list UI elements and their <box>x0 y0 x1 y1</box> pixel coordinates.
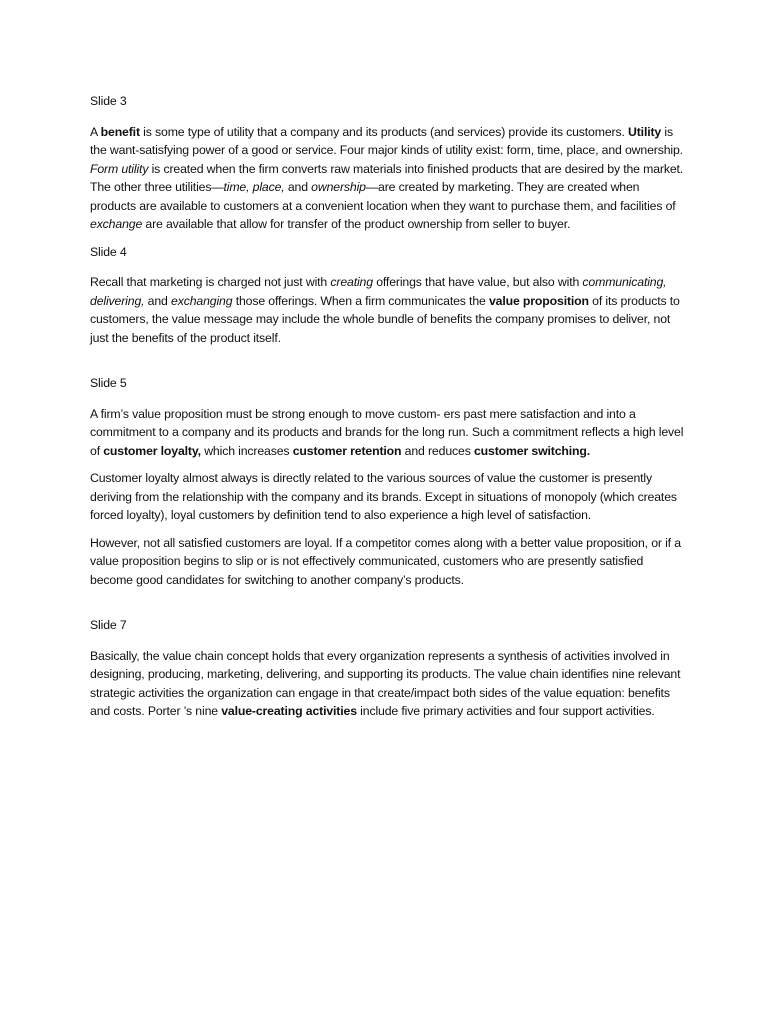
term-form-utility: Form utility <box>90 161 149 176</box>
term-exchange: exchange <box>90 217 143 231</box>
slide-3-heading: Slide 3 <box>90 94 127 108</box>
spacer <box>90 598 688 616</box>
slide-5-paragraph-2: Customer loyalty almost always is directly related to the various sources of value the customer is presently deriving from the relationship with the company and its brands. Except in situations of monopoly (which creates forced loyalty), loyal customers by definition tend to also experience a high level of satisfaction. <box>90 471 677 522</box>
slide-5-heading: Slide 5 <box>90 376 127 390</box>
text-run: —are created by marketing. They are created when products are available to customers at a convenient location when they want to purchase them, and facilities of <box>90 180 676 213</box>
term-customer-retention: customer retention <box>292 443 402 458</box>
term-communicating-delivering: communicating, delivering, <box>90 275 667 308</box>
text-run: offerings that have value, but also with <box>372 275 583 289</box>
text-run: those offerings. When a firm communicates the <box>232 293 489 308</box>
text-run: include five primary activities and four support activities. <box>356 704 655 718</box>
text-run: is the want-satisfying power of a good or service. Four major kinds of utility exist: form, time, place, and ownership. <box>90 124 683 157</box>
term-exchanging: exchanging <box>171 293 233 308</box>
slide-5-paragraph-1 <box>90 405 688 461</box>
slide-3-paragraph <box>90 123 688 234</box>
text-run: and <box>144 293 172 308</box>
text-run: and <box>284 180 312 194</box>
term-time-place: time, place, <box>223 180 285 194</box>
term-customer-loyalty: customer loyalty, <box>103 443 201 458</box>
text-run: which increases <box>200 443 293 458</box>
spacer <box>90 356 688 374</box>
term-value-creating-activities: value-creating activities <box>221 704 357 718</box>
term-value-proposition: value proposition <box>488 293 589 308</box>
text-run: A firm’s value proposition must be strong enough to move custom- ers past mere satisfaction and into a commitment to a company and its products and brands for the long run. Such a commitment reflects a high level of <box>90 406 684 458</box>
text-run: Recall that marketing is charged not just with <box>90 275 331 289</box>
slide-4-paragraph <box>90 273 688 347</box>
text-run: A <box>90 124 101 139</box>
text-run: of its products to customers, the value message may include the whole bundle of benefits the company promises to deliver, not just the benefits of the product itself. <box>90 293 680 345</box>
slide-7-paragraph <box>90 647 688 721</box>
text-run: and reduces <box>401 443 474 458</box>
term-creating: creating <box>330 275 373 289</box>
term-customer-switching: customer switching. <box>473 443 591 458</box>
term-ownership: ownership <box>311 180 366 194</box>
text-run: are available that allow for transfer of the product ownership from seller to buyer. <box>142 217 571 231</box>
term-utility: Utility <box>628 124 662 139</box>
slide-5-paragraph-3: However, not all satisfied customers are loyal. If a competitor comes along with a better value proposition, or if a value proposition begins to slip or is not effectively communicated, customers who are presently satisfied become good candidates for switching to another company’s products. <box>90 535 681 587</box>
term-benefit: benefit <box>100 124 140 139</box>
slide-7-heading: Slide 7 <box>90 618 127 632</box>
text-run: is created when the firm converts raw materials into finished products that are desired by the market. The other three utilities— <box>90 161 684 194</box>
text-run: Basically, the value chain concept holds that every organization represents a synthesis of activities involved in designing, producing, marketing, delivering, and supporting its products. The value chain identifies nine relevant strategic activities the organization can engage in that create/impact both sides of the value equation: benefits and costs. Porter ’s nine <box>90 648 681 718</box>
text-run: is some type of utility that a company and its products (and services) provide its customers. <box>139 124 628 139</box>
slide-4-heading: Slide 4 <box>90 244 127 259</box>
